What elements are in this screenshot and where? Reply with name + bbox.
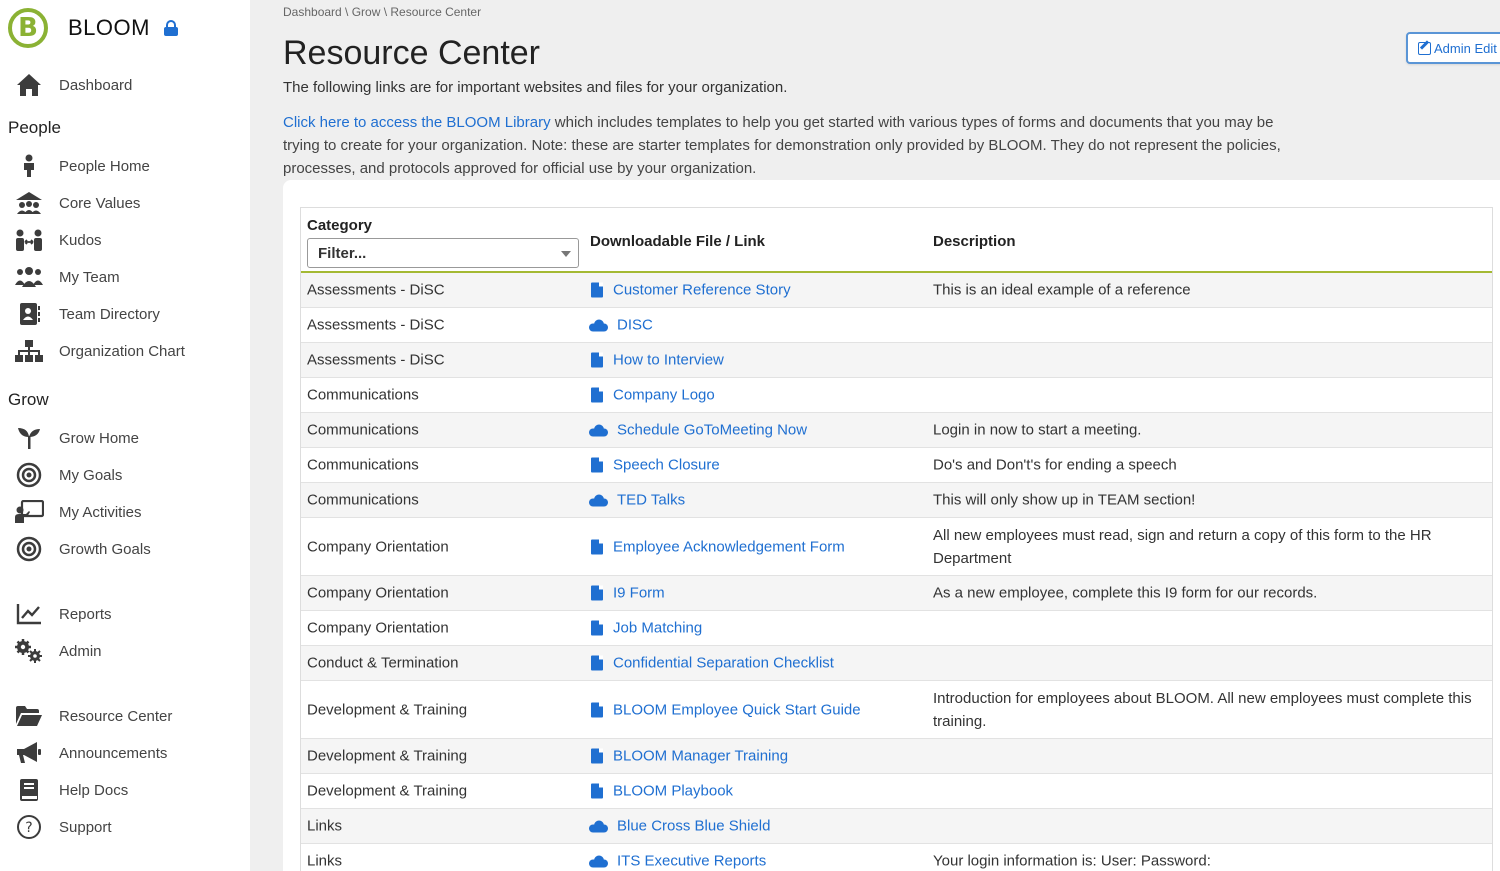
resource-link[interactable]: TED Talks [617, 491, 686, 509]
brand[interactable] [8, 8, 178, 48]
sidebar-item-admin[interactable] [14, 636, 102, 666]
sidebar-item-label: Reports [59, 605, 112, 623]
resource-link[interactable]: BLOOM Manager Training [613, 747, 789, 765]
sidebar-item-label: My Goals [59, 466, 123, 484]
file-icon [591, 283, 603, 298]
table-row [301, 518, 1492, 576]
sidebar-item-growth-goals[interactable] [14, 534, 151, 564]
sidebar [0, 0, 250, 871]
category-cell: Development & Training [307, 747, 468, 765]
table-row [301, 844, 1492, 871]
description-cell: All new employees must read, sign and return a copy of this form to the HR Department [933, 526, 1432, 567]
file-link-cell [589, 457, 720, 474]
line-chart-icon [14, 599, 44, 629]
file-link-cell [589, 783, 733, 800]
category-cell: Links [307, 817, 343, 835]
intro-text: The following links are for important websites and files for your organization. [283, 79, 788, 96]
description-cell: This is an ideal example of a reference [933, 281, 1191, 299]
column-header-file: Downloadable File / Link [590, 233, 766, 250]
table-row [301, 413, 1492, 448]
resource-link[interactable]: Schedule GoToMeeting Now [617, 421, 808, 439]
file-link-cell [589, 853, 766, 870]
sitemap-icon [14, 336, 44, 366]
sidebar-item-team-directory[interactable] [14, 299, 160, 329]
section-title-people: People [8, 118, 61, 137]
resource-link[interactable]: Confidential Separation Checklist [613, 654, 834, 672]
address-book-icon [14, 299, 44, 329]
file-icon [591, 539, 603, 554]
resource-link[interactable]: Speech Closure [613, 456, 720, 474]
sidebar-item-announcements[interactable] [14, 738, 167, 768]
sidebar-item-organization-chart[interactable] [14, 336, 185, 366]
resource-link[interactable]: BLOOM Employee Quick Start Guide [613, 701, 861, 718]
sidebar-item-my-activities[interactable] [14, 497, 142, 527]
sidebar-item-my-goals[interactable] [14, 460, 122, 490]
main-content [250, 0, 1500, 871]
sidebar-item-kudos[interactable] [14, 225, 102, 255]
file-link-cell [589, 818, 770, 835]
file-link-cell [589, 387, 715, 404]
table-body [301, 273, 1492, 871]
page-title: Resource Center [283, 34, 541, 72]
cloud-icon [589, 424, 608, 436]
cloud-icon [589, 820, 608, 832]
description-cell: Do's and Don't's for ending a speech [933, 456, 1177, 474]
sidebar-item-label: Kudos [59, 231, 102, 249]
category-cell: Company Orientation [307, 584, 449, 602]
cloud-icon [589, 319, 608, 331]
gears-icon [14, 636, 44, 666]
category-cell: Assessments - DiSC [307, 281, 445, 299]
resource-link[interactable]: Job Matching [613, 619, 703, 637]
target-icon [14, 534, 44, 564]
caret-down-icon [561, 251, 571, 257]
description-cell: Introduction for employees about BLOOM. All new employees must complete this training. [933, 689, 1472, 730]
sidebar-item-grow-home[interactable] [14, 423, 139, 453]
file-icon [591, 458, 603, 473]
sidebar-item-people-home[interactable] [14, 151, 150, 181]
category-cell: Company Orientation [307, 619, 449, 637]
table-row [301, 809, 1492, 844]
category-cell: Development & Training [307, 701, 468, 718]
table-row [301, 681, 1492, 739]
people-arrows-icon [14, 225, 44, 255]
target-icon [14, 460, 44, 490]
sidebar-item-resource-center[interactable] [14, 701, 172, 731]
file-link-cell [589, 422, 807, 439]
category-cell: Assessments - DiSC [307, 316, 445, 334]
file-icon [591, 621, 603, 636]
resource-link[interactable]: Employee Acknowledgement Form [613, 538, 845, 555]
resource-link[interactable]: How to Interview [613, 351, 724, 369]
sidebar-item-help-docs[interactable] [14, 775, 128, 805]
file-link-cell [589, 620, 702, 637]
file-link-cell [589, 538, 845, 555]
file-link-cell [589, 492, 685, 509]
file-icon [591, 388, 603, 403]
sidebar-item-label: Help Docs [59, 781, 129, 799]
lock-icon [164, 20, 178, 36]
question-circle-icon [14, 812, 44, 842]
admin-edit-button[interactable] [1406, 32, 1500, 64]
file-link-cell [589, 701, 861, 718]
table-row [301, 273, 1492, 308]
category-cell: Links [307, 852, 343, 870]
resource-link[interactable]: Blue Cross Blue Shield [617, 817, 771, 835]
breadcrumb: Dashboard \ Grow \ Resource Center [283, 5, 482, 19]
sidebar-item-dashboard[interactable] [14, 70, 132, 100]
sidebar-item-label: Growth Goals [59, 540, 151, 558]
sidebar-item-label: Dashboard [59, 76, 133, 94]
home-icon [14, 70, 44, 100]
category-cell: Communications [307, 456, 419, 474]
sidebar-item-core-values[interactable] [14, 188, 140, 218]
table-row [301, 343, 1492, 378]
sidebar-item-support[interactable] [14, 812, 112, 842]
table-row [301, 774, 1492, 809]
file-link-cell [589, 655, 834, 672]
folder-open-icon [14, 701, 44, 731]
file-link-cell [589, 748, 788, 765]
file-icon [591, 749, 603, 764]
library-description: which includes templates to help you get started with various types of forms and documents that you may be trying to create for your organization. Note: these are starter templates for demonstration only provided by BLOOM. They do not represent the policies, processes, and protocols approved for official use by your organization. [283, 114, 1281, 177]
section-title-grow: Grow [8, 390, 49, 409]
users-icon [14, 262, 44, 292]
column-header-category: Category [307, 217, 373, 234]
filter-value: Filter... [318, 245, 367, 262]
brand-name: BLOOM [68, 15, 150, 40]
edit-icon [1418, 42, 1431, 55]
sidebar-item-label: Team Directory [59, 305, 160, 323]
bullhorn-icon [14, 738, 44, 768]
book-icon [14, 775, 44, 805]
resource-link[interactable]: BLOOM Playbook [613, 782, 734, 800]
admin-edit-label: Admin Edit [1434, 40, 1497, 56]
sidebar-item-label: Admin [59, 642, 102, 660]
file-link-cell [589, 317, 653, 334]
description-cell: Your login information is: User: Password: [933, 852, 1211, 870]
resource-link[interactable]: Customer Reference Story [613, 281, 791, 299]
bloom-logo: B [8, 8, 48, 48]
sidebar-item-label: Grow Home [59, 429, 140, 447]
column-header-description: Description [933, 233, 1016, 250]
resource-link[interactable]: ITS Executive Reports [617, 852, 767, 870]
category-filter-select[interactable] [307, 238, 579, 268]
sidebar-item-label: Core Values [59, 194, 141, 212]
table-row [301, 739, 1492, 774]
category-cell: Communications [307, 491, 419, 509]
person-icon [14, 151, 44, 181]
sidebar-item-label: Announcements [59, 744, 168, 762]
resource-table [300, 207, 1493, 871]
table-header [301, 208, 1492, 273]
sidebar-item-label: Organization Chart [59, 342, 185, 360]
resource-link[interactable]: DISC [617, 316, 653, 334]
sidebar-item-label: Support [59, 818, 112, 836]
category-cell: Assessments - DiSC [307, 351, 445, 369]
table-row [301, 448, 1492, 483]
description-cell: This will only show up in TEAM section! [933, 491, 1196, 509]
table-row [301, 483, 1492, 518]
category-cell: Company Orientation [307, 538, 449, 555]
file-icon [591, 656, 603, 671]
table-row [301, 576, 1492, 611]
presenter-icon [14, 497, 44, 527]
file-icon [591, 353, 603, 368]
file-icon [591, 702, 603, 717]
resource-link[interactable]: I9 Form [613, 584, 665, 602]
resource-link[interactable]: Company Logo [613, 386, 715, 404]
sidebar-item-my-team[interactable] [14, 262, 120, 292]
description-cell: Login in now to start a meeting. [933, 421, 1142, 439]
seedling-icon [14, 423, 44, 453]
description-cell: As a new employee, complete this I9 form for our records. [933, 584, 1318, 602]
sidebar-item-label: People Home [59, 157, 150, 175]
category-cell: Communications [307, 421, 419, 439]
table-row [301, 378, 1492, 413]
bloom-library-link[interactable]: Click here to access the BLOOM Library [283, 114, 551, 131]
file-link-cell [589, 585, 665, 602]
category-cell: Development & Training [307, 782, 468, 800]
table-row [301, 646, 1492, 681]
file-link-cell [589, 282, 791, 299]
cloud-icon [589, 855, 608, 867]
svg-text:?: ? [25, 820, 33, 836]
sidebar-item-reports[interactable] [14, 599, 112, 629]
cloud-icon [589, 494, 608, 506]
group-building-icon [14, 188, 44, 218]
category-cell: Conduct & Termination [307, 654, 459, 672]
sidebar-item-label: My Activities [59, 503, 142, 521]
file-icon [591, 784, 603, 799]
library-note [283, 111, 1313, 180]
file-link-cell [589, 352, 724, 369]
sidebar-item-label: My Team [59, 268, 120, 286]
table-row [301, 308, 1492, 343]
category-cell: Communications [307, 386, 419, 404]
sidebar-item-label: Resource Center [59, 707, 173, 725]
table-row [301, 611, 1492, 646]
file-icon [591, 586, 603, 601]
